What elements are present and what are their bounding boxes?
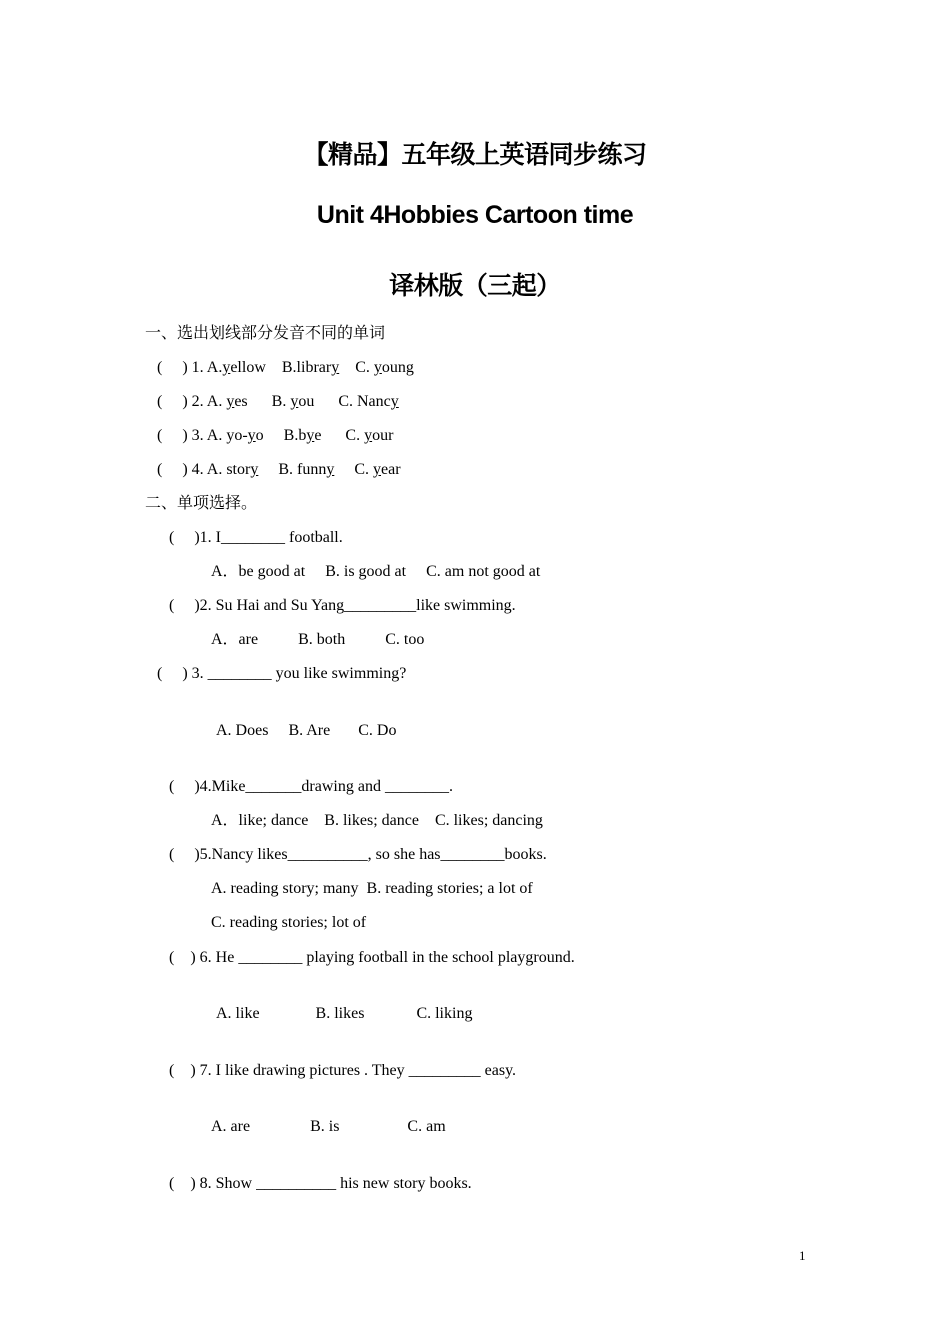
s2-question-5-options-b: C. reading stories; lot of bbox=[211, 914, 367, 931]
s2-question-4-options: A．like; dance B. likes; dance C. likes; dancing bbox=[211, 812, 543, 829]
s2-question-2-options: A．are B. both C. too bbox=[211, 631, 425, 648]
s1-question-3: ( ) 3. A. yo-yo B.bye C. your bbox=[157, 427, 394, 444]
s2-question-6: ( ) 6. He ________ playing football in the school playground. bbox=[169, 949, 575, 966]
s2-question-6-options: A. like B. likes C. liking bbox=[216, 1005, 473, 1022]
s2-question-2: ( )2. Su Hai and Su Yang_________like swimming. bbox=[169, 597, 516, 614]
s2-question-7: ( ) 7. I like drawing pictures . They _________ easy. bbox=[169, 1062, 517, 1079]
s2-question-3-options: A. Does B. Are C. Do bbox=[216, 722, 397, 739]
s2-question-7-options: A. are B. is C. am bbox=[211, 1118, 446, 1135]
s1-question-1: ( ) 1. A.yellow B.library C. young bbox=[157, 359, 414, 376]
page-number: 1 bbox=[799, 1248, 806, 1263]
s2-question-1: ( )1. I________ football. bbox=[169, 529, 343, 546]
s2-question-5: ( )5.Nancy likes__________, so she has________books. bbox=[169, 846, 547, 863]
title-line-2: Unit 4Hobbies Cartoon time bbox=[316, 201, 634, 229]
s1-question-2: ( ) 2. A. yes B. you C. Nancy bbox=[157, 393, 399, 410]
s2-question-8: ( ) 8. Show __________ his new story books. bbox=[169, 1175, 472, 1192]
section2-heading: 二、单项选择。 bbox=[145, 495, 258, 512]
s2-question-5-options-a: A. reading story; many B. reading stories; a lot of bbox=[211, 880, 533, 897]
title-line-1: 【精品】五年级上英语同步练习 bbox=[303, 141, 647, 169]
s2-question-1-options: A．be good at B. is good at C. am not good at bbox=[211, 563, 541, 580]
s2-question-3: ( ) 3. ________ you like swimming? bbox=[157, 665, 407, 682]
section1-heading: 一、选出划线部分发音不同的单词 bbox=[145, 325, 386, 342]
title-line-3: 译林版（三起） bbox=[389, 272, 561, 300]
s2-question-4: ( )4.Mike_______drawing and ________. bbox=[169, 778, 453, 795]
s1-question-4: ( ) 4. A. story B. funny C. year bbox=[157, 461, 401, 478]
